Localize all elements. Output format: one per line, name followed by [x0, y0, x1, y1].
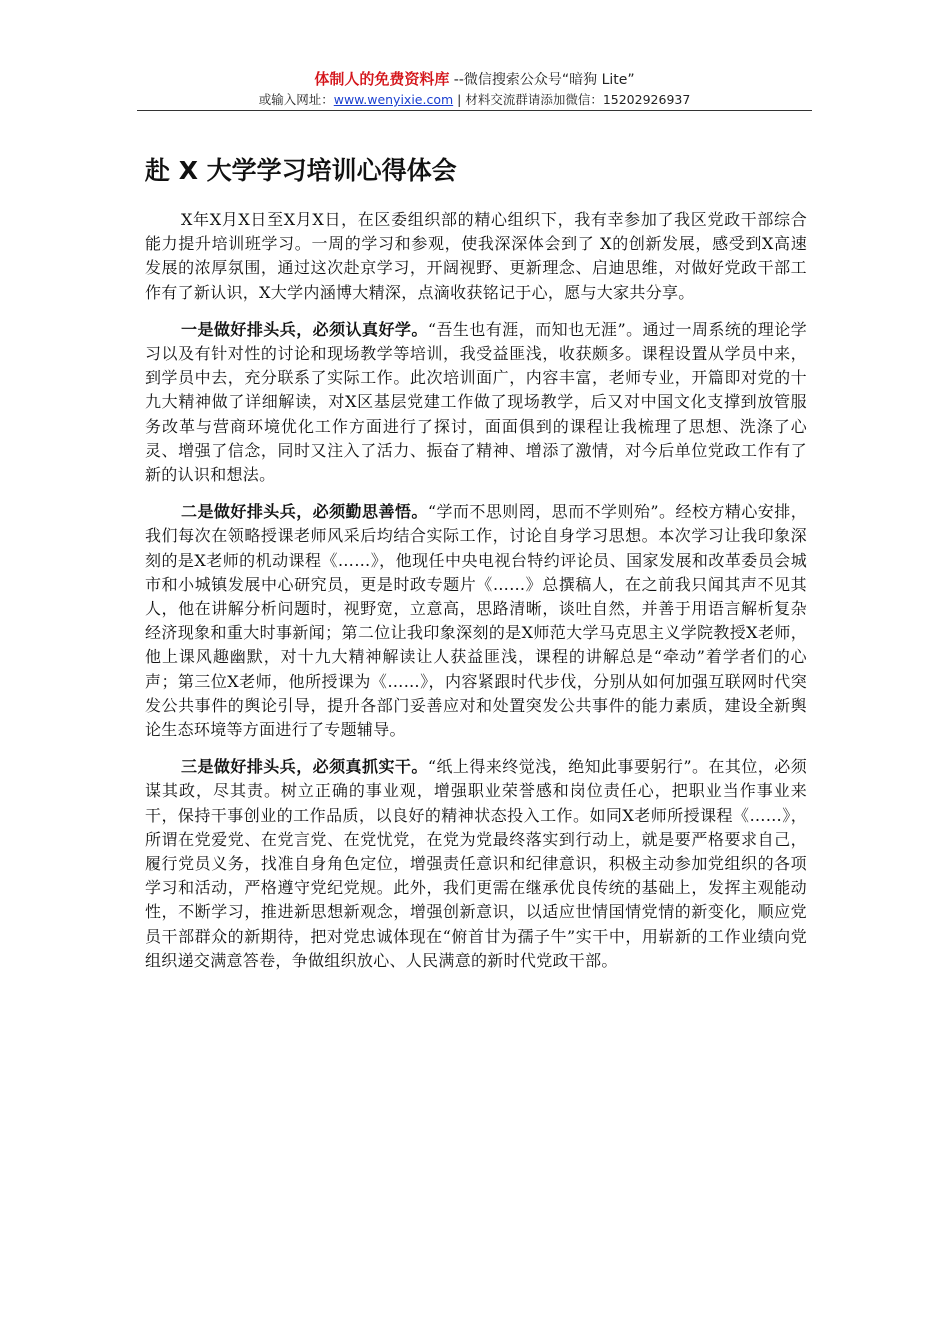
header-tagline: --微信搜索公众号“暗狗 Lite” [449, 72, 635, 88]
section-text-2: “学而不思则罔，思而不学则殆”。经校方精心安排，我们每次在领略授课老师风采后均结合实际工作，讨论自身学习思想。本次学习让我印象深刻的是X老师的机动课程《……》，他现任中央电视台特约评论员、国家发展和改革委员会城市和小城镇发展中心研究员，更是时政专题片《……》总撰稿人，在之前我只闻其声不见其人，他在讲解分析问题时，视野宽，立意高，思路清晰，谈吐自然，并善于用语言解析复杂经济现象和重大时事新闻；第二位让我印象深刻的是X师范大学马克思主义学院教授X老师，他上课风趣幽默，对十九大精神解读让人获益匪浅，课程的讲解总是“牵动”着学者们的心声；第三位X老师，他所授课为《……》，内容紧跟时代步伐，分别从如何加强互联网时代突发公共事件的舆论引导，提升各部门妥善应对和处置突发公共事件的能力素质，建设全新舆论生态环境等方面进行了专题辅导。 [145, 502, 807, 740]
document-body [145, 208, 807, 986]
header-contact: | 材料交流群请添加微信：15202926937 [453, 92, 691, 107]
header-url-link[interactable]: www.wenyixie.com [333, 92, 454, 107]
section-lead-3: 三是做好排头兵，必须真抓实干。 [181, 757, 428, 777]
header-url-prefix: 或输入网址： [258, 92, 334, 107]
section-text-3: “纸上得来终觉浅，绝知此事要躬行”。在其位，必须谋其政，尽其责。树立正确的事业观，增强职业荣誉感和岗位责任心，把职业当作事业来干，保持干事创业的工作品质，以良好的精神状态投入工作。如同X老师所授课程《……》，所谓在党爱党、在党言党、在党忧党，在党为党最终落实到行动上，就是要严格要求自己，履行党员义务，找准自身角色定位，增强责任意识和纪律意识，积极主动参加党组织的各项学习和活动，严格遵守党纪党规。此外，我们更需在继承优良传统的基础上，发挥主观能动性，不断学习，推进新思想新观念，增强创新意识，以适应世情国情党情的新变化，顺应党员干部群众的新期待，把对党忠诚体现在“俯首甘为孺子牛”实干中，用崭新的工作业绩向党组织递交满意答卷，争做组织放心、人民满意的新时代党政干部。 [145, 757, 807, 970]
document-title: 赴 X 大学学习培训心得体会 [145, 156, 457, 185]
header-brand: 体制人的免费资料库 [314, 70, 450, 88]
page-header [137, 70, 812, 108]
section-paragraph-2 [145, 500, 807, 742]
header-divider [137, 110, 812, 111]
section-lead-2: 二是做好排头兵，必须勤思善悟。 [181, 502, 428, 522]
section-text-1: “吾生也有涯，而知也无涯”。通过一周系统的理论学习以及有针对性的讨论和现场教学等培训，我受益匪浅，收获颇多。课程设置从学员中来，到学员中去，充分联系了实际工作。此次培训面广，内容丰富，老师专业，开篇即对党的十九大精神做了详细解读，对X区基层党建工作做了现场教学，后又对中国文化支撑到放管服务改革与营商环境优化工作方面进行了探讨，面面俱到的课程让我梳理了思想、洗涤了心灵、增强了信念，同时又注入了活力、振奋了精神、增添了激情，对今后单位党政工作有了新的认识和想法。 [145, 319, 807, 485]
section-paragraph-1 [145, 318, 807, 487]
section-lead-1: 一是做好排头兵，必须认真好学。 [181, 319, 428, 339]
intro-paragraph: X年X月X日至X月X日，在区委组织部的精心组织下，我有幸参加了我区党政干部综合能力提升培训班学习。一周的学习和参观，使我深深体会到了 X的创新发展，感受到X高速发展的浓厚氛围，通过这次赴京学习，开阔视野、更新理念、启迪思维，对做好党政干部工作有了新认识，X大学内涵博大精深，点滴收获铭记于心，愿与大家共分享。 [145, 210, 807, 302]
header-line-2 [137, 91, 812, 108]
header-line-1 [137, 70, 812, 89]
section-paragraph-3 [145, 755, 807, 973]
